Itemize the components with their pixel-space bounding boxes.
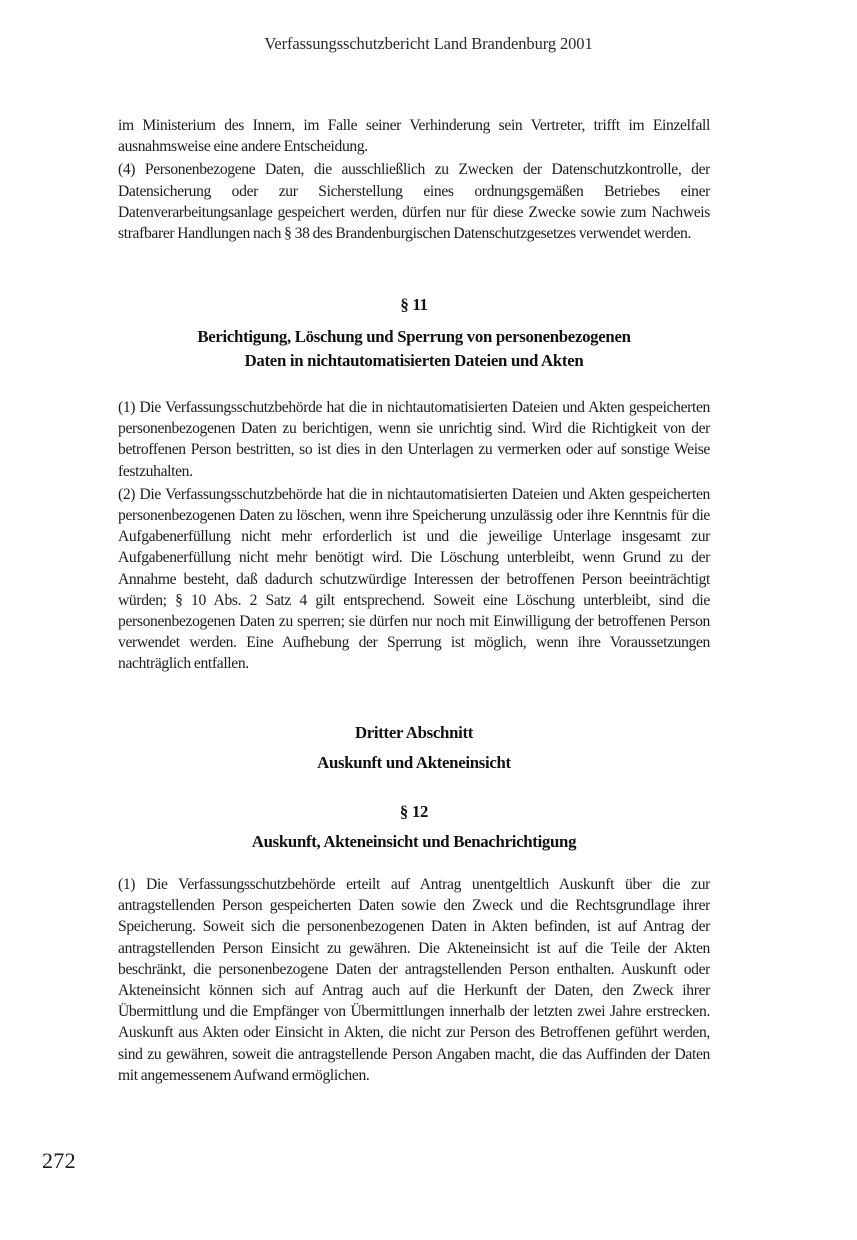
section-12-heading: [118, 800, 710, 854]
section-11-text: [118, 397, 710, 675]
section-11-heading: [118, 293, 710, 373]
chapter-heading: [118, 721, 710, 775]
paragraph: (1) Die Verfassungsschutzbehörde hat die in nichtautomatisierten Dateien und Akten gespeicherten personenbezogenen Daten zu berichtigen, wenn sie unrichtig sind. Wird die Richtigkeit von der betroffenen Person bestritten, so ist dies in den Unterlagen zu vermerken oder auf sonstige Weise festzuhalten.: [118, 399, 710, 480]
section-title: Auskunft, Akteneinsicht und Benachrichtigung: [251, 832, 577, 851]
page-number: 272: [42, 1148, 76, 1173]
paragraph: im Ministerium des Innern, im Falle seiner Verhinderung sein Vertreter, trifft im Einzelfall ausnahmsweise eine andere Entscheidung.: [118, 117, 710, 156]
paragraph: (4) Personenbezogene Daten, die ausschließlich zu Zwecken der Datenschutzkontrolle, der Datensicherung oder zur Sicherstellung eines ordnungsgemäßen Betriebes einer Datenverarbeitungsanlage gespeichert werden, dürfen nur für diese Zwecke sowie zum Nachweis strafbarer Handlungen nach § 38 des Brandenburgischen Datenschutzgesetzes verwendet werden.: [118, 161, 710, 243]
chapter-subtitle: Auskunft und Akteneinsicht: [317, 753, 511, 772]
section-title-line-2: Daten in nichtautomatisierten Dateien und Akten: [244, 351, 584, 370]
text-block-continuation: [118, 115, 710, 244]
chapter-title: Dritter Abschnitt: [354, 723, 474, 742]
section-number: § 12: [399, 802, 429, 821]
section-number: § 11: [400, 295, 428, 314]
running-header: Verfassungsschutzbericht Land Brandenburg 2001: [264, 34, 593, 53]
section-title-line-1: Berichtigung, Löschung und Sperrung von personenbezogenen: [197, 327, 631, 346]
paragraph: (2) Die Verfassungsschutzbehörde hat die in nichtautomatisierten Dateien und Akten gespeicherten personenbezogenen Daten zu löschen, wenn ihre Speicherung unzulässig oder ihre Kenntnis für die Aufgabenerfüllung nicht mehr erforderlich ist und die jeweilige Unterlage insgesamt zur Aufgabenerfüllung nicht mehr benötigt wird. Die Löschung unterbleibt, wenn Grund zu der Annahme besteht, daß dadurch schutzwürdige Interessen der betroffenen Person beeinträchtigt würden; § 10 Abs. 2 Satz 4 gilt entsprechend. Soweit eine Löschung unterbleibt, sind die personenbezogenen Daten zu sperren; sie dürfen nur noch mit Einwilligung der betroffenen Person verwendet werden. Eine Aufhebung der Sperrung ist möglich, wenn ihre Voraussetzungen nachträglich entfallen.: [118, 485, 710, 673]
section-12-text: [118, 874, 710, 1086]
paragraph: (1) Die Verfassungsschutzbehörde erteilt auf Antrag unentgeltlich Auskunft über die zur antragstellenden Person gespeicherten Daten sowie den Zweck und die Rechtsgrundlage ihrer Speicherung. Soweit sich die personenbezogenen Daten in Akten befinden, ist auf Antrag der antragstellenden Person Einsicht zu gewähren. Die Akteneinsicht ist auf die Teile der Akten beschränkt, die personenbezogene Daten der antragstellenden Person enthalten. Auskunft oder Akteneinsicht können sich auf Antrag auch auf die Herkunft der Daten, den Zweck ihrer Übermittlung und die Empfänger von Übermittlungen innerhalb der letzten zwei Jahre erstrecken. Auskunft aus Akten oder Einsicht in Akten, die nicht zur Person des Betroffenen geführt werden, sind zu gewähren, soweit die antragstellende Person Angaben macht, die das Auffinden der Daten mit angemessenem Aufwand ermöglichen.: [118, 876, 710, 1084]
